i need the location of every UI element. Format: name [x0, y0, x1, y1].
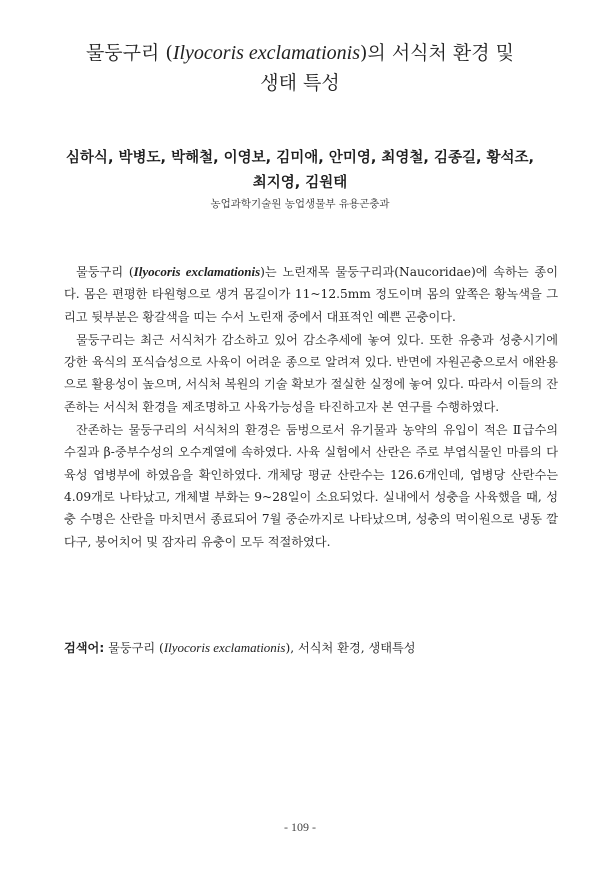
abstract	[64, 261, 558, 554]
title-common-name: 물둥구리 (	[85, 42, 173, 64]
paper-title	[40, 38, 560, 98]
keywords-scientific-name: Ilyocoris exclamationis	[163, 640, 286, 655]
title-scientific-name: Ilyocoris exclamationis	[172, 42, 361, 64]
abstract-paragraph-2: 물둥구리는 최근 서식처가 감소하고 있어 감소추세에 놓여 있다. 또한 유충과 성충시기에 강한 육식의 포식습성으로 사육이 어려운 종으로 알려져 있다. 반면에 자원곤충으로서 애완용으로 활용성이 높으며, 서식처 복원의 기술 확보가 절실한 실정에 놓여 있다. 따라서 이들의 잔존하는 서식처 환경을 제조명하고 사육가능성을 타진하고자 본 연구를 수행하였다.	[64, 332, 558, 414]
abstract-p1-start: 물둥구리 (	[76, 265, 134, 279]
keywords-start: 물둥구리 (	[104, 641, 164, 655]
author-list	[40, 146, 560, 196]
keywords-rest: ), 서식처 환경, 생태특성	[285, 641, 416, 655]
abstract-p1-rest: )는 노린재목 물둥구리과(Naucoridae)에 속하는 종이다. 몸은 편평한 타원형으로 생겨 몸길이가 11~12.5mm 정도이며 몸의 앞쪽은 황녹색을 그리고 뒷부분은 황갈색을 띠는 수서 노린재 중에서 대표적인 예쁜 곤충이다.	[64, 265, 558, 324]
keywords-label: 검색어:	[64, 641, 105, 655]
author-line-2: 최지영, 김원태	[252, 175, 348, 191]
abstract-paragraph-3: 잔존하는 물둥구리의 서식처의 환경은 둠벙으로서 유기물과 농약의 유입이 적은 Ⅱ급수의 수질과 β-중부수성의 오수계열에 속하였다. 사육 실험에서 산란은 주로 부엽식물인 마름의 다육성 엽병부에 하였음을 확인하였다. 개체당 평균 산란수는 126.6개인데, 엽병당 산란수는 4.09개로 나타났고, 개체별 부화는 9~28일이 소요되었다. 실내에서 성충을 사육했을 때, 성충 수명은 산란을 마치면서 종료되어 7월 중순까지로 나타났으며, 성충의 먹이원으로 냉동 깔다구, 붕어치어 및 잠자리 유충이 모두 적절하였다.	[64, 423, 558, 549]
keywords	[64, 637, 558, 659]
page-number: - 109 -	[284, 820, 316, 834]
title-line-1	[40, 38, 560, 68]
title-rest: )의 서식처 환경 및	[360, 42, 515, 64]
affiliation: 농업과학기술원 농업생물부 유용곤충과	[210, 198, 390, 210]
title-line-2: 생태 특성	[260, 72, 340, 94]
abstract-scientific-name: Ilyocoris exclamationis	[133, 264, 261, 279]
author-line-1: 심하식, 박병도, 박해철, 이영보, 김미애, 안미영, 최영철, 김종길, 황석조,	[65, 150, 535, 166]
abstract-paragraph-1	[64, 261, 558, 328]
